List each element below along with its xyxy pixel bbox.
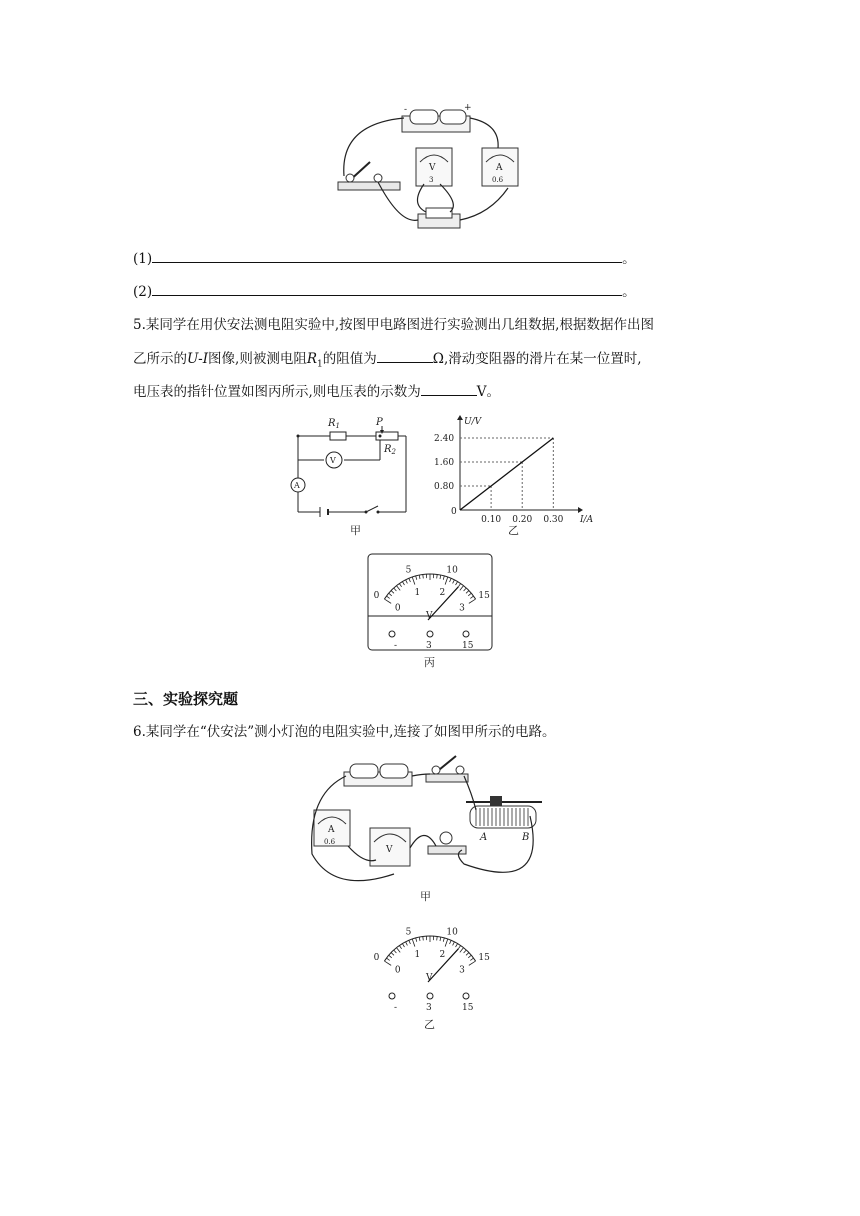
end-mark: 。: [622, 251, 636, 267]
scale-tick: [450, 940, 452, 944]
lower-scale-label: 1: [414, 950, 421, 961]
upper-scale-label: 15: [478, 952, 490, 963]
q5-voltmeter-face: [366, 552, 494, 670]
blank-label: (2): [133, 284, 153, 300]
scale-tick: [394, 950, 397, 953]
scale-tick: [470, 958, 473, 960]
r-subscript: 1: [317, 359, 323, 370]
svg-text:A: A: [496, 163, 503, 173]
scale-tick: [460, 948, 464, 953]
scale-tick: [396, 948, 400, 953]
x-axis-label: I/A: [580, 515, 594, 525]
upper-scale-label: 15: [478, 590, 490, 601]
scale-tick: [466, 953, 469, 956]
scale-tick: [453, 942, 455, 946]
lower-scale-label: 3: [459, 965, 465, 976]
switch: [338, 162, 400, 190]
x-tick-label: 0.10: [481, 515, 502, 525]
scale-tick: [440, 937, 441, 941]
scale-tick: [469, 961, 476, 965]
r-symbol: R: [306, 351, 318, 367]
scale-tick: [458, 946, 460, 949]
text-run: 电压表的指针位置如图丙所示,则电压表的示数为: [133, 384, 421, 400]
r1-resistor: [330, 432, 346, 440]
upper-scale-label: 10: [446, 565, 458, 576]
unit-label: V: [426, 973, 433, 983]
scale-tick: [406, 942, 408, 946]
answer-blank-resistance[interactable]: [377, 348, 433, 363]
section-title: 三、实验探究题: [133, 690, 239, 708]
terminal-label: -: [394, 1003, 398, 1013]
terminal-post: [427, 993, 433, 999]
text-run: 图像,则被测电阻: [208, 351, 307, 367]
scale-tick: [384, 961, 391, 965]
v-letter: V: [330, 456, 336, 465]
terminal-post: [427, 631, 433, 637]
q6-voltmeter-face: [364, 914, 496, 1032]
blank-label: (1): [133, 251, 153, 267]
answer-blank-voltage[interactable]: [421, 381, 477, 396]
scale-tick: [399, 946, 401, 949]
scale-tick: [389, 955, 392, 958]
scale-tick: [419, 937, 420, 941]
scale-tick: [409, 940, 411, 944]
terminal-post: [463, 993, 469, 999]
voltmeter: [416, 148, 452, 186]
scale-tick: [437, 574, 438, 578]
terminal-label: 3: [426, 1003, 432, 1013]
answer-blank[interactable]: [152, 248, 622, 263]
svg-text:0.6: 0.6: [324, 838, 336, 846]
q5-line-2: [133, 348, 642, 375]
terminal-label: -: [394, 641, 398, 651]
svg-text:0.6: 0.6: [492, 176, 504, 184]
text-run: V。: [476, 384, 501, 400]
caption-yi: 乙: [508, 524, 519, 537]
terminal-label: 15: [462, 641, 474, 651]
svg-text:3: 3: [429, 176, 434, 184]
scale-tick: [423, 936, 424, 940]
answer-line-1: [133, 248, 636, 269]
x-tick-label: 0.30: [543, 515, 564, 525]
caption-bing: 丙: [424, 656, 435, 669]
terminal-label: 15: [462, 1003, 474, 1013]
caption-jia: 甲: [350, 524, 361, 537]
q5-line-3: [133, 381, 500, 402]
a-letter: A: [294, 481, 300, 490]
svg-text:A: A: [328, 825, 335, 835]
switch: [426, 756, 468, 782]
ui-symbol: U-I: [187, 351, 209, 367]
y-tick-label: 2.40: [434, 434, 455, 444]
end-mark: 。: [622, 284, 636, 300]
label-b: B: [522, 832, 530, 843]
svg-text:V: V: [429, 163, 436, 173]
battery-box: [344, 764, 412, 786]
lower-scale-label: 2: [439, 588, 446, 599]
answer-line-2: [133, 281, 636, 302]
y-axis-label: U/V: [464, 417, 482, 427]
r2-label: $R_2$: [384, 444, 396, 456]
x-arrow: [578, 507, 583, 513]
scale-tick: [423, 574, 424, 578]
terminal-label: 3: [426, 641, 432, 651]
text-run: 乙所示的: [133, 351, 187, 367]
q6-line-1: 6.某同学在“伏安法”测小灯泡的电阻实验中,连接了如图甲所示的电路。: [133, 724, 556, 740]
lower-scale-label: 0: [394, 603, 401, 614]
ammeter: [314, 810, 350, 846]
text-run: Ω,滑动变阻器的滑片在某一位置时,: [432, 351, 642, 367]
caption-jia: 甲: [420, 890, 431, 903]
unit-label: V: [426, 611, 433, 621]
scale-tick: [456, 944, 458, 947]
ammeter: [482, 148, 518, 186]
caption-yi: 乙: [424, 1018, 435, 1031]
q4-circuit-figure: [330, 104, 540, 234]
scale-tick: [412, 939, 415, 947]
upper-scale-label: 0: [373, 590, 380, 601]
scale-tick: [445, 939, 448, 947]
y-tick-label: 1.60: [434, 458, 455, 468]
y-tick-label: 0.80: [434, 482, 455, 492]
scale-tick: [402, 944, 404, 947]
text-run: 的阻值为: [322, 351, 377, 367]
scale-tick: [391, 953, 394, 956]
r1-label: $R_1$: [328, 418, 340, 430]
origin-label: 0: [451, 507, 457, 517]
p-label: P: [376, 417, 383, 428]
q5-circuit-diagram: [284, 414, 414, 538]
scale-tick: [437, 936, 438, 940]
scale-tick: [416, 938, 417, 942]
svg-text:+: +: [464, 103, 472, 113]
scale-tick: [386, 958, 389, 960]
terminal-post: [463, 631, 469, 637]
lower-scale-label: 1: [414, 588, 421, 599]
lower-scale-label: 2: [439, 950, 446, 961]
answer-blank[interactable]: [152, 281, 622, 296]
scale-tick: [468, 955, 471, 958]
x-tick-label: 0.20: [512, 515, 533, 525]
lower-scale-label: 3: [459, 603, 465, 614]
scale-tick: [443, 938, 444, 942]
upper-scale-label: 10: [446, 927, 458, 938]
terminal-post: [389, 993, 395, 999]
q5-ui-graph: [420, 414, 594, 538]
lower-scale-label: 0: [394, 965, 401, 976]
q5-line-1: 5.某同学在用伏安法测电阻实验中,按图甲电路图进行实验测出几组数据,根据数据作出图: [133, 317, 654, 333]
svg-text:V: V: [386, 845, 393, 855]
upper-scale-label: 5: [405, 565, 412, 576]
q6-circuit-figure: [304, 754, 550, 904]
battery-box: [402, 103, 472, 132]
scale-tick: [464, 950, 467, 953]
y-arrow: [457, 415, 463, 420]
upper-scale-label: 5: [405, 927, 412, 938]
upper-scale-label: 0: [373, 952, 380, 963]
series-line: [460, 438, 553, 510]
label-a: A: [480, 832, 488, 843]
terminal-post: [389, 631, 395, 637]
svg-text:-: -: [404, 105, 408, 115]
